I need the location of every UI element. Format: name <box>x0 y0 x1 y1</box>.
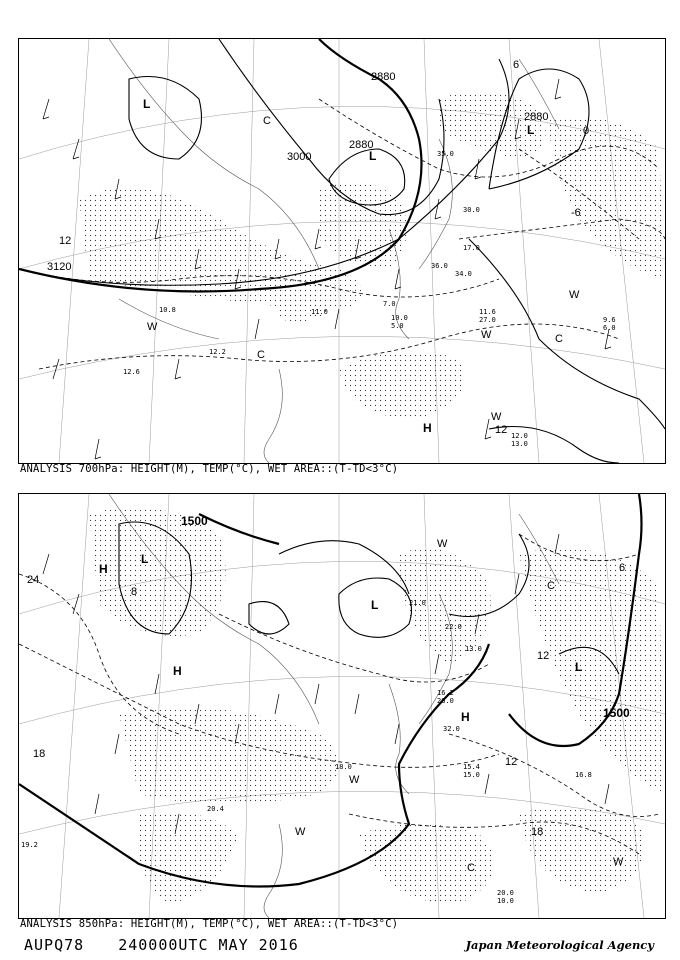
warm-center: W <box>613 856 624 868</box>
station-value: 27.0 <box>479 316 496 324</box>
station-value: 30.0 <box>463 206 480 214</box>
cold-center: C <box>263 115 271 127</box>
cold-center: C <box>257 349 265 361</box>
station-value: 20.0 <box>497 889 514 897</box>
station-value: 35.0 <box>437 150 454 158</box>
station-value: 15.4 <box>463 763 480 771</box>
temp-label: 18 <box>33 748 46 760</box>
station-value: 6.0 <box>603 324 616 332</box>
station-value: 13.0 <box>511 440 528 448</box>
agency-credit: Japan Meteorological Agency <box>465 938 654 952</box>
station-value: 11.0 <box>311 308 328 316</box>
station-value: 26.0 <box>437 697 454 705</box>
station-value: 18.0 <box>335 763 352 771</box>
temp-label: 24 <box>27 574 40 586</box>
temp-label: 6 <box>619 562 626 574</box>
chart-identifier <box>24 936 323 954</box>
station-value: 12.0 <box>511 432 528 440</box>
station-value: 11.6 <box>479 308 496 316</box>
temp-label: 12 <box>59 235 72 247</box>
station-value: 12.6 <box>123 368 140 376</box>
station-value: 16.8 <box>575 771 592 779</box>
height-label: 3000 <box>287 151 312 163</box>
station-value: 10.0 <box>391 314 408 322</box>
warm-center: W <box>437 538 448 550</box>
station-value: 13.0 <box>465 645 482 653</box>
low-center: L <box>369 149 377 163</box>
temp-label: 8 <box>131 586 138 598</box>
temp-label: 18 <box>531 826 544 838</box>
high-center: H <box>99 562 108 576</box>
station-value: 34.0 <box>455 270 472 278</box>
station-value: 12.2 <box>209 348 226 356</box>
chart-code: AUPQ78 <box>24 936 85 954</box>
wet-areas <box>89 507 665 904</box>
low-center: L <box>371 598 379 612</box>
station-value: 16.2 <box>437 689 454 697</box>
station-value: 7.0 <box>383 300 396 308</box>
caption-700hpa: ANALYSIS 700hPa: HEIGHT(M), TEMP(°C), WET AREA::(T-TD<3°C) <box>20 463 399 475</box>
station-value: 20.4 <box>207 805 224 813</box>
station-value: 32.0 <box>443 725 460 733</box>
temp-label: -6 <box>571 207 581 219</box>
caption-850hpa: ANALYSIS 850hPa: HEIGHT(M), TEMP(°C), WET AREA::(T-TD<3°C) <box>20 918 399 930</box>
station-value: 9.6 <box>603 316 616 324</box>
station-value: 10.8 <box>159 306 176 314</box>
high-center: H <box>423 421 432 435</box>
low-center: L <box>527 123 535 137</box>
temp-label: 6 <box>513 59 520 71</box>
temp-label: 12 <box>537 650 550 662</box>
cold-center: C <box>555 333 563 345</box>
low-center: L <box>141 552 149 566</box>
warm-center: W <box>569 289 580 301</box>
height-label: 1500 <box>603 706 630 720</box>
station-value: 21.0 <box>409 599 426 607</box>
station-value: 5.0 <box>391 322 404 330</box>
temp-label: 0 <box>583 125 590 137</box>
map-panel-850hpa <box>18 493 666 919</box>
warm-center: W <box>491 411 502 423</box>
high-center: H <box>461 710 470 724</box>
station-value: 17.0 <box>463 244 480 252</box>
station-value: 10.0 <box>497 897 514 905</box>
height-label: 2880 <box>371 71 396 83</box>
map-panel-700hpa <box>18 38 666 464</box>
height-label: 2880 <box>524 111 549 123</box>
map-700hpa-canvas <box>19 39 665 463</box>
warm-center: W <box>349 774 360 786</box>
temp-label: 12 <box>495 424 508 436</box>
warm-center: W <box>295 826 306 838</box>
low-center: L <box>143 97 151 111</box>
station-value: 19.2 <box>21 841 38 849</box>
station-value: 36.0 <box>431 262 448 270</box>
station-value: 15.0 <box>463 771 480 779</box>
high-center: H <box>173 664 182 678</box>
map-850hpa-canvas <box>19 494 665 918</box>
cold-center: C <box>467 862 475 874</box>
warm-center: W <box>481 329 492 341</box>
warm-center: W <box>147 321 158 333</box>
height-label: 2880 <box>349 139 374 151</box>
low-center: L <box>575 660 583 674</box>
height-label: 3120 <box>47 261 72 273</box>
height-label: 1500 <box>181 514 208 528</box>
station-value: 22.0 <box>445 623 462 631</box>
temp-label: 12 <box>505 756 518 768</box>
cold-center: C <box>547 580 555 592</box>
chart-datetime: 240000UTC MAY 2016 <box>118 936 299 954</box>
